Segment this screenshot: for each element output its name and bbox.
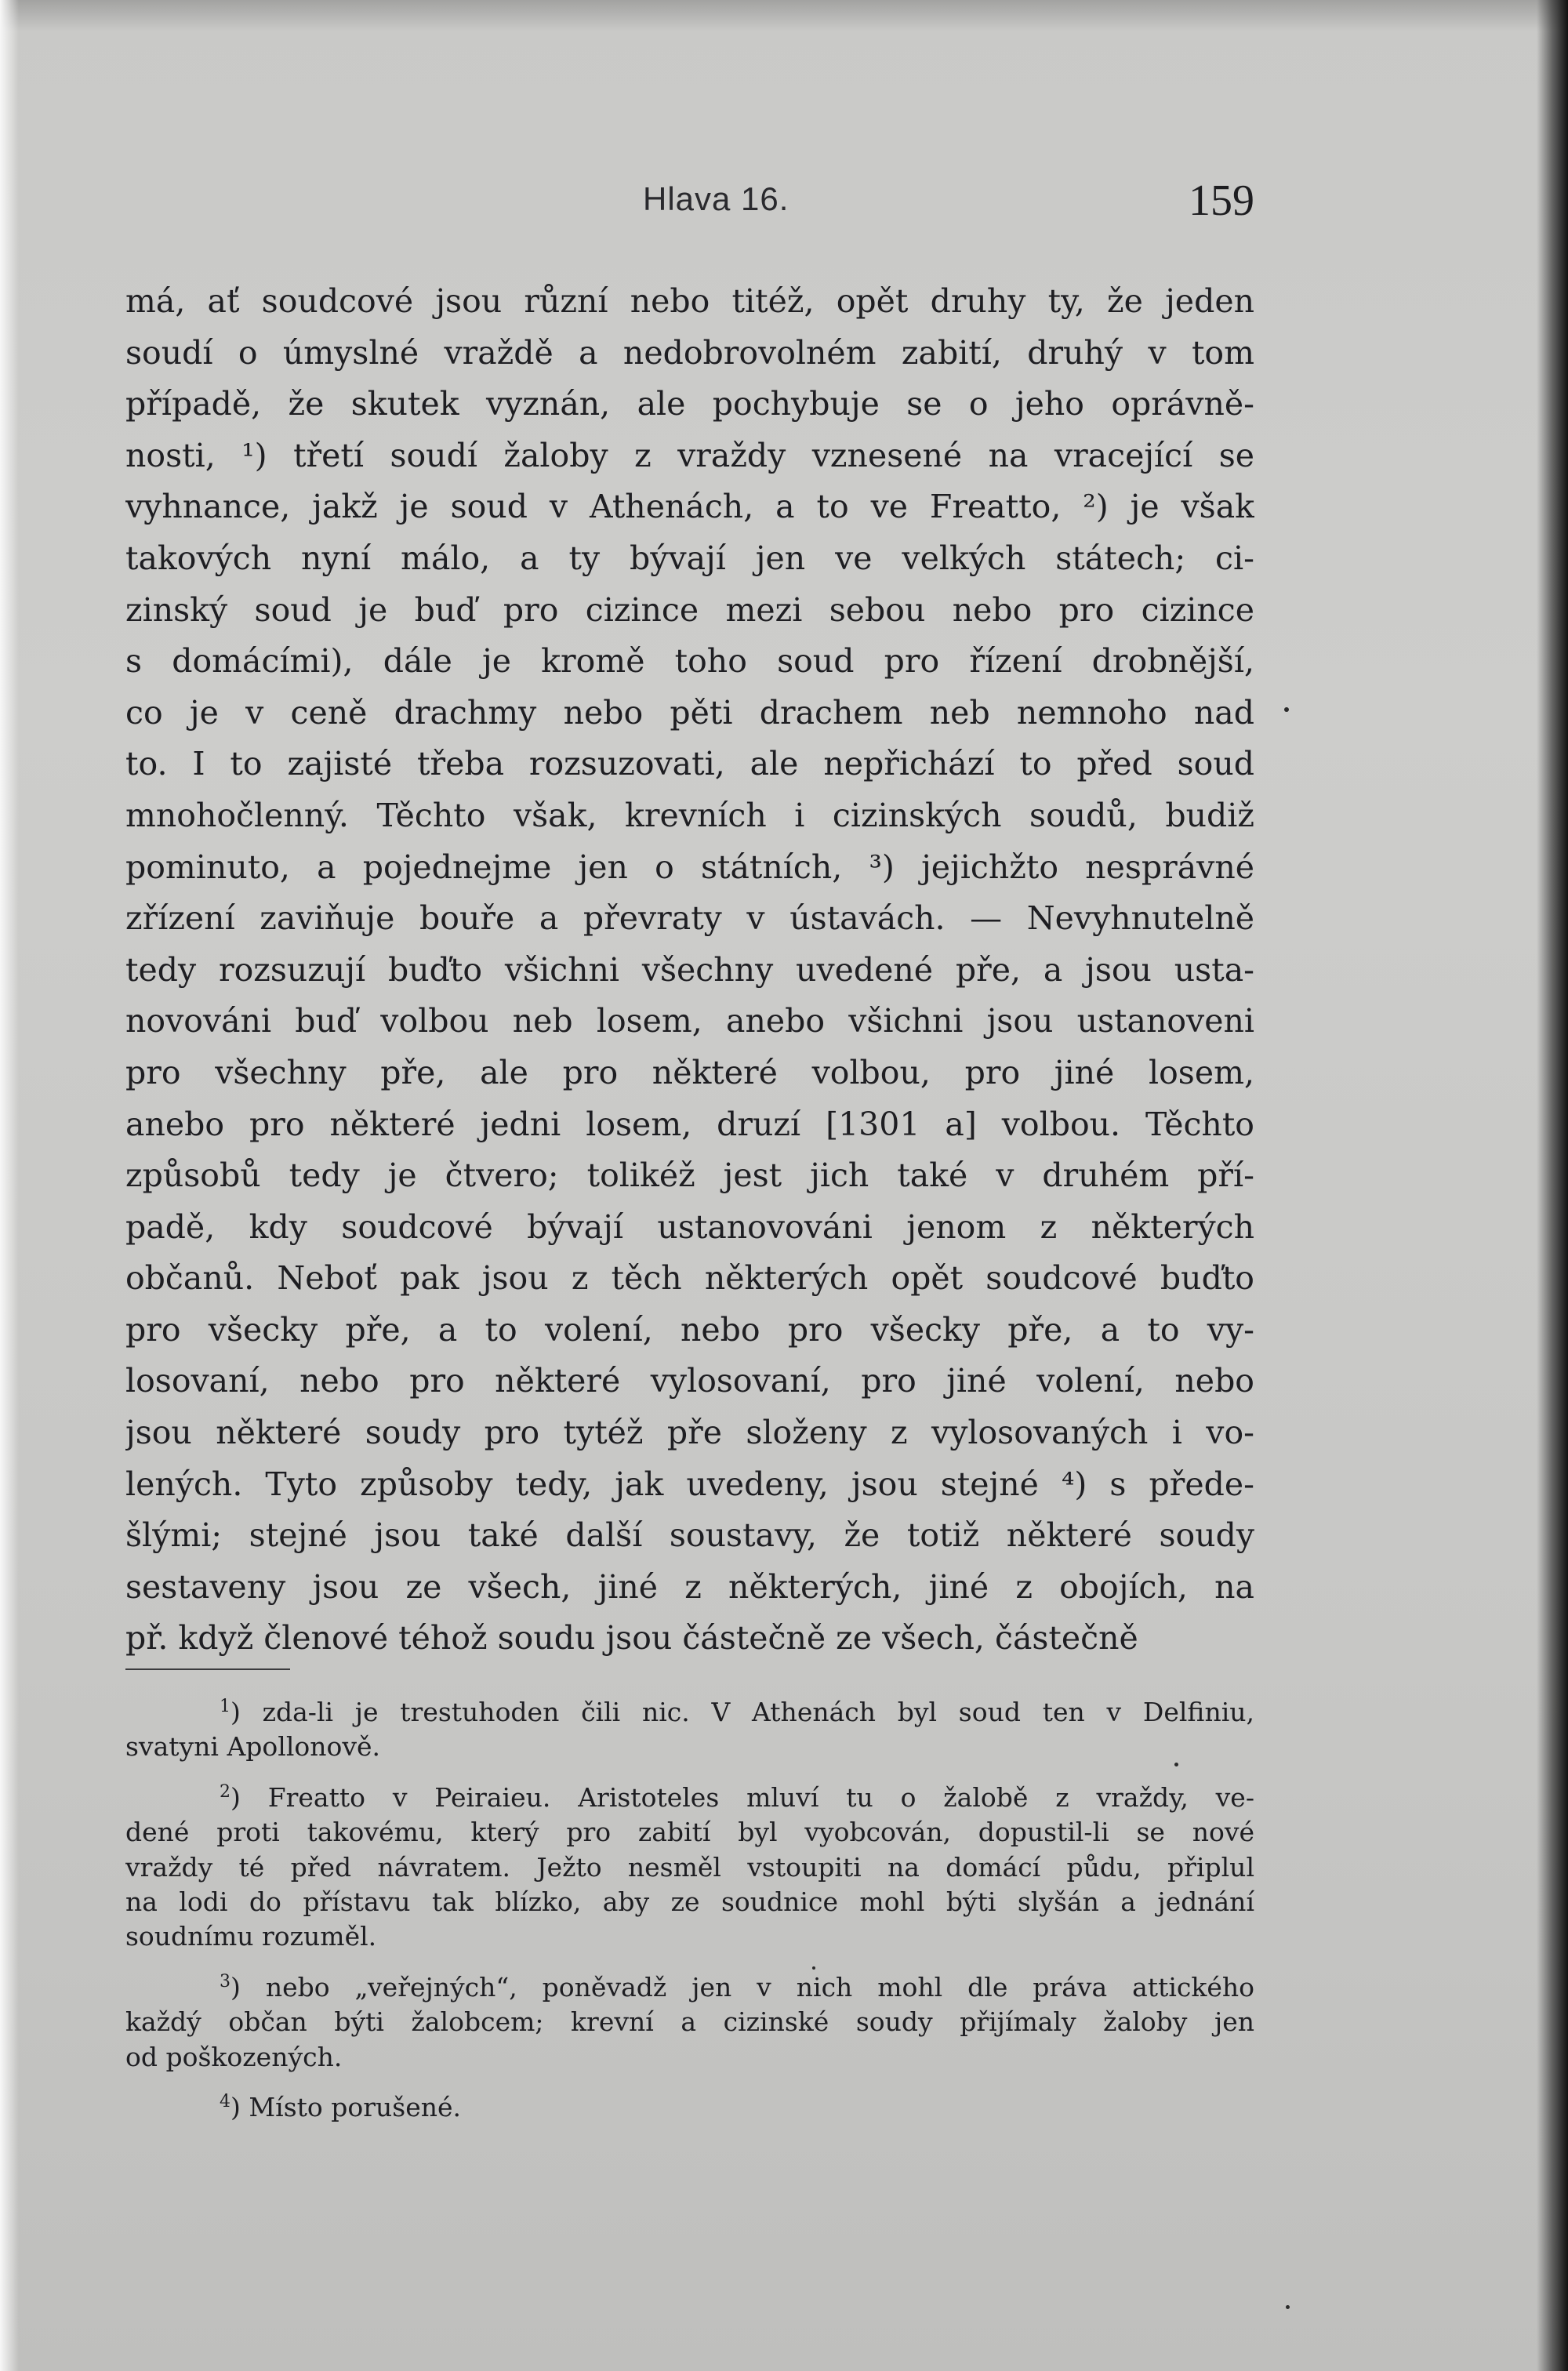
text-line: zřízení zaviňuje bouře a převraty v ústavách. — Nevyhnutelně — [125, 899, 1254, 938]
footnote-line — [125, 1695, 1254, 1730]
page-edge-shadow-top — [0, 0, 1568, 31]
footnote-2 — [125, 1781, 1254, 1955]
text-line: pominuto, a pojednejme jen o státních, ³) jejichžto nesprávné — [125, 848, 1254, 886]
text-line: anebo pro některé jedni losem, druzí [1301 a] volbou. Těchto — [125, 1105, 1254, 1143]
footnotes — [125, 1695, 1254, 2140]
text-line: co je v ceně drachmy nebo pěti drachem neb nemnoho nad — [125, 693, 1254, 732]
footnote-1 — [125, 1695, 1254, 1765]
text-line: takových nyní málo, a ty bývají jen ve velkých státech; ci- — [125, 539, 1254, 577]
footnote-line: vraždy té před návratem. Ježto nesměl vstoupiti na domácí půdu, připlul — [125, 1851, 1254, 1883]
footnote-line: každý občan býti žalobcem; krevní a cizinské soudy přijímaly žaloby jen — [125, 2006, 1254, 2038]
text-line: jsou některé soudy pro tytéž pře složeny z vylosovaných i vo- — [125, 1414, 1254, 1452]
footnote-text: ) nebo „veřejných“, poněvadž jen v nich mohl dle práva attického — [230, 1971, 1254, 2002]
chapter-title: Hlava 16. — [643, 180, 789, 217]
footnote-separator — [125, 1668, 290, 1670]
footnote-marker: 3 — [220, 1971, 230, 1992]
paper-speck — [1174, 1763, 1178, 1766]
footnote-marker: 1 — [220, 1697, 230, 1716]
text-line: občanů. Neboť pak jsou z těch některých opět soudcové buďto — [125, 1259, 1254, 1298]
footnote-marker: 2 — [220, 1781, 230, 1802]
footnote-line: soudnímu rozuměl. — [125, 1921, 377, 1952]
text-line: pro všechny pře, ale pro některé volbou, pro jiné losem, — [125, 1053, 1254, 1091]
paper-speck — [1286, 2305, 1290, 2309]
text-line: zinský soud je buď pro cizince mezi sebou nebo pro cizince — [125, 590, 1254, 629]
text-line: mnohočlenný. Těchto však, krevních i cizinských soudů, budiž — [125, 796, 1254, 834]
text-line: soudí o úmyslné vraždě a nedobrovolném zabití, druhý v tom — [125, 333, 1254, 372]
text-line: to. I to zajisté třeba rozsuzovati, ale nepřichází to před soud — [125, 745, 1254, 783]
running-head — [125, 176, 1254, 227]
footnote-line: dené proti takovému, který pro zabití byl vyobcován, dopustil-li se nové — [125, 1817, 1254, 1848]
text-line: případě, že skutek vyznán, ale pochybuje se o jeho oprávně- — [125, 385, 1254, 423]
text-line: vyhnance, jakž je soud v Athenách, a to ve Freatto, ²) je však — [125, 488, 1254, 526]
footnote-3 — [125, 1970, 1254, 2075]
footnote-line — [125, 1970, 1254, 2005]
footnote-4 — [125, 2090, 1254, 2125]
text-line: nosti, ¹) třetí soudí žaloby z vraždy vznesené na vracející se — [125, 436, 1254, 474]
page-number: 159 — [1189, 176, 1254, 225]
text-line: s domácími), dále je kromě toho soud pro řízení drobnější, — [125, 642, 1254, 681]
text-line: pro všecky pře, a to volení, nebo pro všecky pře, a to vy- — [125, 1310, 1254, 1349]
page-edge-highlight-left — [0, 0, 19, 2371]
footnote-line — [125, 1781, 1254, 1815]
text-line: má, ať soudcové jsou různí nebo titéž, opět druhy ty, že jeden — [125, 282, 1254, 320]
text-line: padě, kdy soudcové bývají ustanovováni jenom z některých — [125, 1207, 1254, 1246]
footnote-text: ) zda-li je trestuhoden čili nic. V Athenách byl soud ten v Delfiniu, — [230, 1697, 1254, 1727]
footnote-marker: 4 — [220, 2091, 230, 2111]
paper-speck — [812, 1966, 815, 1970]
text-line: sestaveny jsou ze všech, jiné z některých, jiné z obojích, na — [125, 1567, 1254, 1606]
footnote-line: svatyni Apollonově. — [125, 1731, 381, 1763]
footnote-line: od poškozených. — [125, 2041, 343, 2072]
text-line: losovaní, nebo pro některé vylosovaní, pro jiné volení, nebo — [125, 1362, 1254, 1400]
text-line: novováni buď volbou neb losem, anebo všichni jsou ustanoveni — [125, 1002, 1254, 1040]
body-text — [125, 276, 1254, 1665]
text-line: tedy rozsuzují buďto všichni všechny uvedené pře, a jsou usta- — [125, 950, 1254, 989]
text-line: lených. Tyto způsoby tedy, jak uvedeny, jsou stejné ⁴) s přede- — [125, 1465, 1254, 1503]
footnote-text: ) Freatto v Peiraieu. Aristoteles mluví tu o žalobě z vraždy, ve- — [230, 1781, 1254, 1813]
text-line: způsobů tedy je čtvero; tolikéž jest jich také v druhém pří- — [125, 1156, 1254, 1195]
text-line: šlými; stejné jsou také další soustavy, že totiž některé soudy — [125, 1516, 1254, 1555]
footnote-line — [125, 2090, 1254, 2125]
footnote-text: ) Místo porušené. — [230, 2091, 462, 2122]
footnote-line: na lodi do přístavu tak blízko, aby ze soudnice mohl býti slyšán a jednání — [125, 1886, 1254, 1917]
page-edge-shadow-right — [1537, 0, 1568, 2371]
paper-speck — [1284, 707, 1289, 712]
text-line: př. když členové téhož soudu jsou částečně ze všech, částečně — [125, 1619, 1138, 1658]
